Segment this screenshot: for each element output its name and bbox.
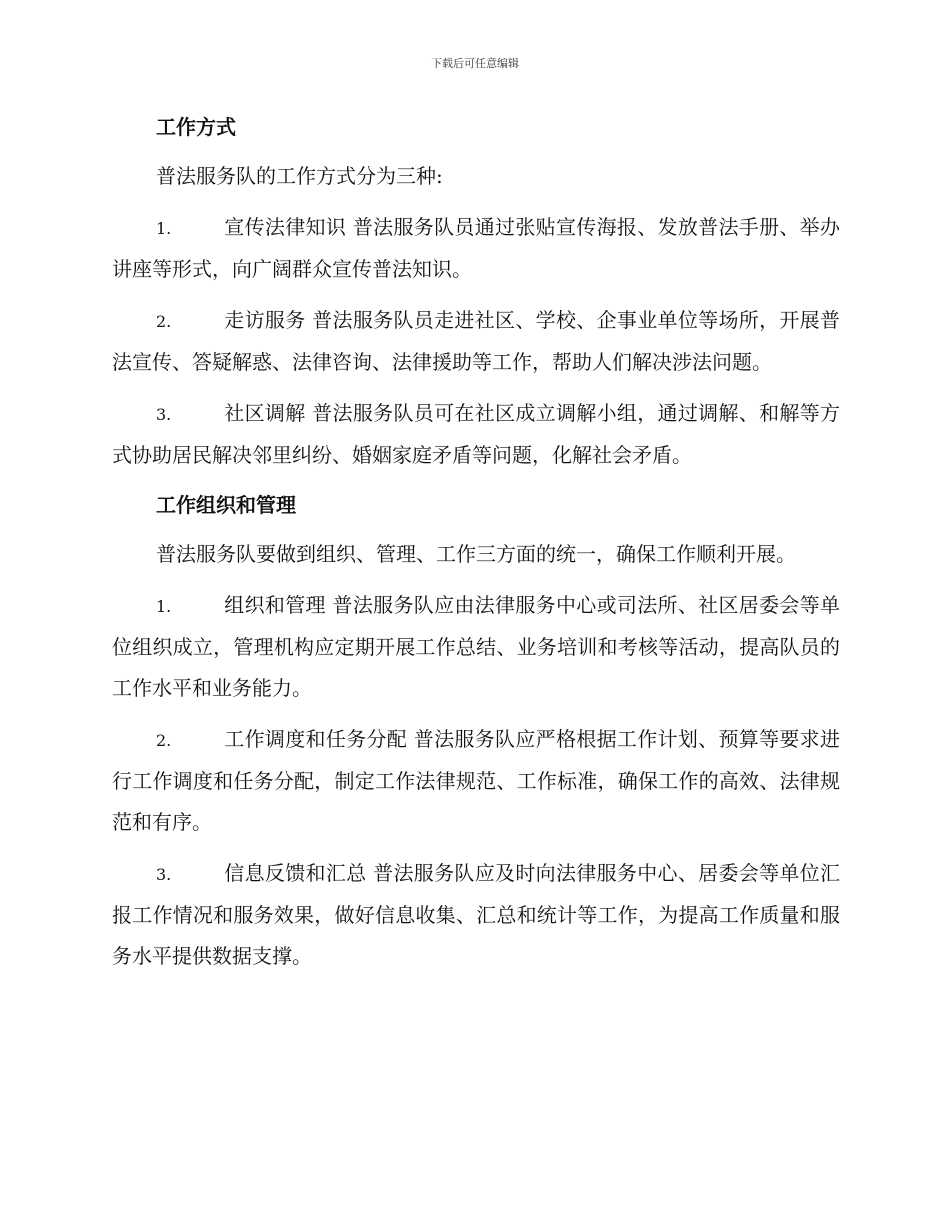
list-item-text: 信息反馈和汇总 普法服务队应及时向法律服务中心、居委会等单位汇报工作情况和服务效果，做好信息收集、汇总和统计等工作，为提高工作质量和服务水平提供数据支撑。 <box>112 861 840 968</box>
list-item <box>112 300 840 383</box>
section-heading-work-methods: 工作方式 <box>156 115 236 139</box>
list-item-text: 走访服务 普法服务队员走进社区、学校、企事业单位等场所，开展普法宣传、答疑解惑、法律咨询、法律援助等工作，帮助人们解决涉法问题。 <box>112 308 840 374</box>
list-item-text: 社区调解 普法服务队员可在社区成立调解小组，通过调解、和解等方式协助居民解决邻里纠纷、婚姻家庭矛盾等问题，化解社会矛盾。 <box>112 401 840 467</box>
list-item <box>112 393 840 476</box>
list-item-number: 2. <box>156 312 172 331</box>
section-intro: 普法服务队的工作方式分为三种: <box>156 164 443 188</box>
section-heading-organization: 工作组织和管理 <box>156 493 296 517</box>
list-item <box>112 585 840 709</box>
list-item <box>112 719 840 843</box>
list-item-number: 2. <box>156 731 172 750</box>
document-body <box>112 108 840 987</box>
list-item-text: 工作调度和任务分配 普法服务队应严格根据工作计划、预算等要求进行工作调度和任务分配，制定工作法律规范、工作标准，确保工作的高效、法律规范和有序。 <box>112 727 840 834</box>
list-item-number: 1. <box>156 219 172 238</box>
page-header: 下载后可任意编辑 <box>431 57 519 70</box>
list-item-number: 3. <box>156 405 172 424</box>
section-intro: 普法服务队要做到组织、管理、工作三方面的统一，确保工作顺利开展。 <box>156 542 796 566</box>
list-item-number: 1. <box>156 597 172 616</box>
list-item <box>112 853 840 977</box>
list-item-text: 宣传法律知识 普法服务队员通过张贴宣传海报、发放普法手册、举办讲座等形式，向广阔群众宣传普法知识。 <box>112 215 840 281</box>
list-item-text: 组织和管理 普法服务队应由法律服务中心或司法所、社区居委会等单位组织成立，管理机构应定期开展工作总结、业务培训和考核等活动，提高队员的工作水平和业务能力。 <box>112 593 840 700</box>
list-item <box>112 207 840 290</box>
list-item-number: 3. <box>156 865 172 884</box>
